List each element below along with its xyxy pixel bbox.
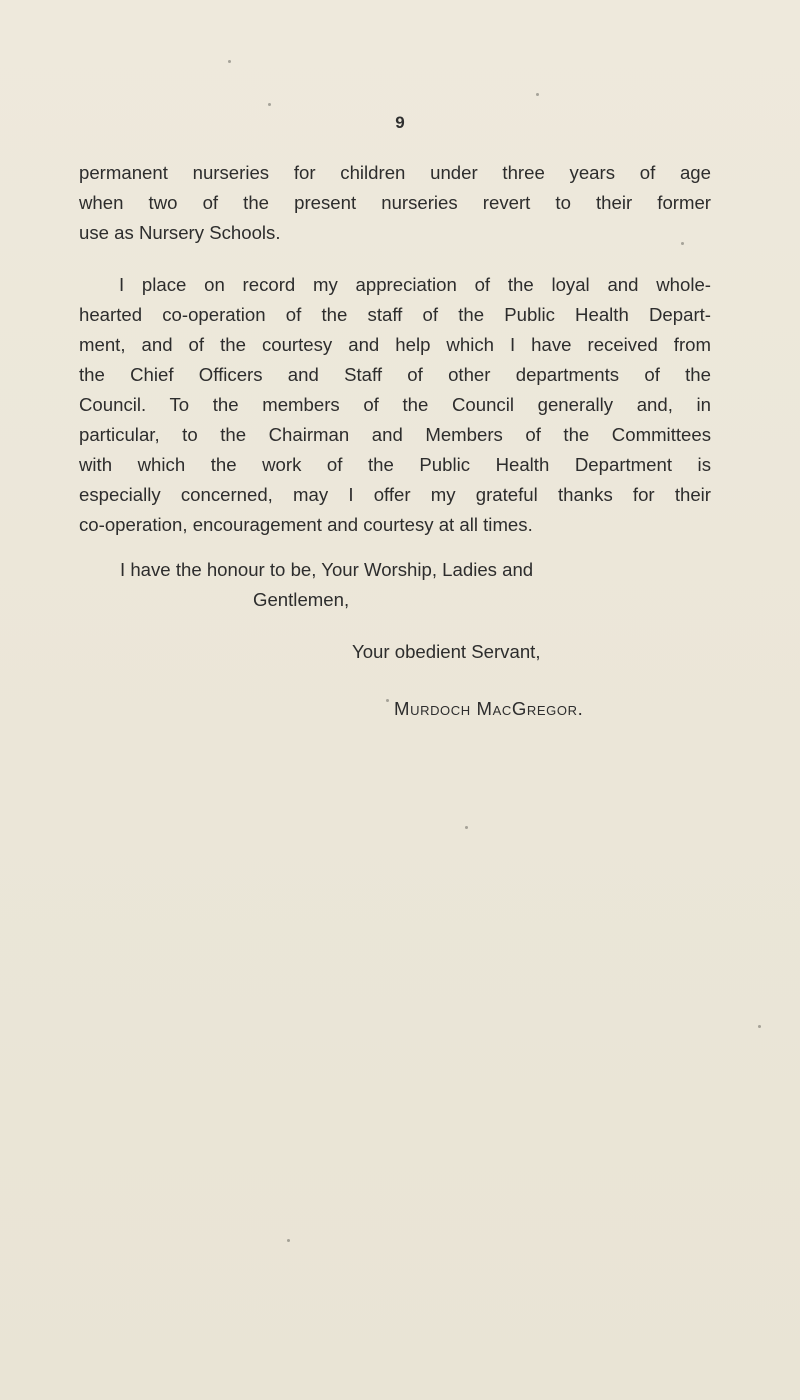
- paper-speck: [465, 826, 468, 829]
- paragraph-line: Council. To the members of the Council generally and, in: [79, 394, 711, 415]
- page-number: 9: [395, 113, 405, 132]
- paragraph-line: use as Nursery Schools.: [79, 222, 281, 243]
- paper-speck: [268, 103, 271, 106]
- paragraph-nurseries: [79, 158, 711, 248]
- paper-speck: [386, 699, 389, 702]
- paper-speck: [287, 1239, 290, 1242]
- paragraph-line: hearted co-operation of the staff of the Public Health Depart-: [79, 304, 711, 325]
- closing-line: I have the honour to be, Your Worship, Ladies and: [120, 559, 534, 580]
- paragraph-line: particular, to the Chairman and Members of the Committees: [79, 424, 711, 445]
- paragraph-line: when two of the present nurseries revert to their former: [79, 192, 711, 213]
- closing-salutation: [120, 555, 712, 615]
- paragraph-line: especially concerned, may I offer my grateful thanks for their: [79, 484, 711, 505]
- paragraph-line: the Chief Officers and Staff of other departments of the: [79, 364, 711, 385]
- paragraph-line: I place on record my appreciation of the loyal and whole-: [119, 274, 711, 295]
- paragraph-appreciation: [79, 270, 711, 540]
- signature-name: Murdoch MacGregor.: [394, 698, 584, 719]
- paragraph-line: ment, and of the courtesy and help which I have received from: [79, 334, 711, 355]
- paragraph-line: permanent nurseries for children under three years of age: [79, 162, 711, 183]
- paragraph-line: co-operation, encouragement and courtesy at all times.: [79, 514, 533, 535]
- paper-speck: [536, 93, 539, 96]
- paragraph-line: with which the work of the Public Health Department is: [79, 454, 711, 475]
- valediction: Your obedient Servant,: [352, 641, 541, 662]
- paper-speck: [758, 1025, 761, 1028]
- paper-speck: [228, 60, 231, 63]
- closing-line: Gentlemen,: [253, 589, 350, 610]
- paper-speck: [681, 242, 684, 245]
